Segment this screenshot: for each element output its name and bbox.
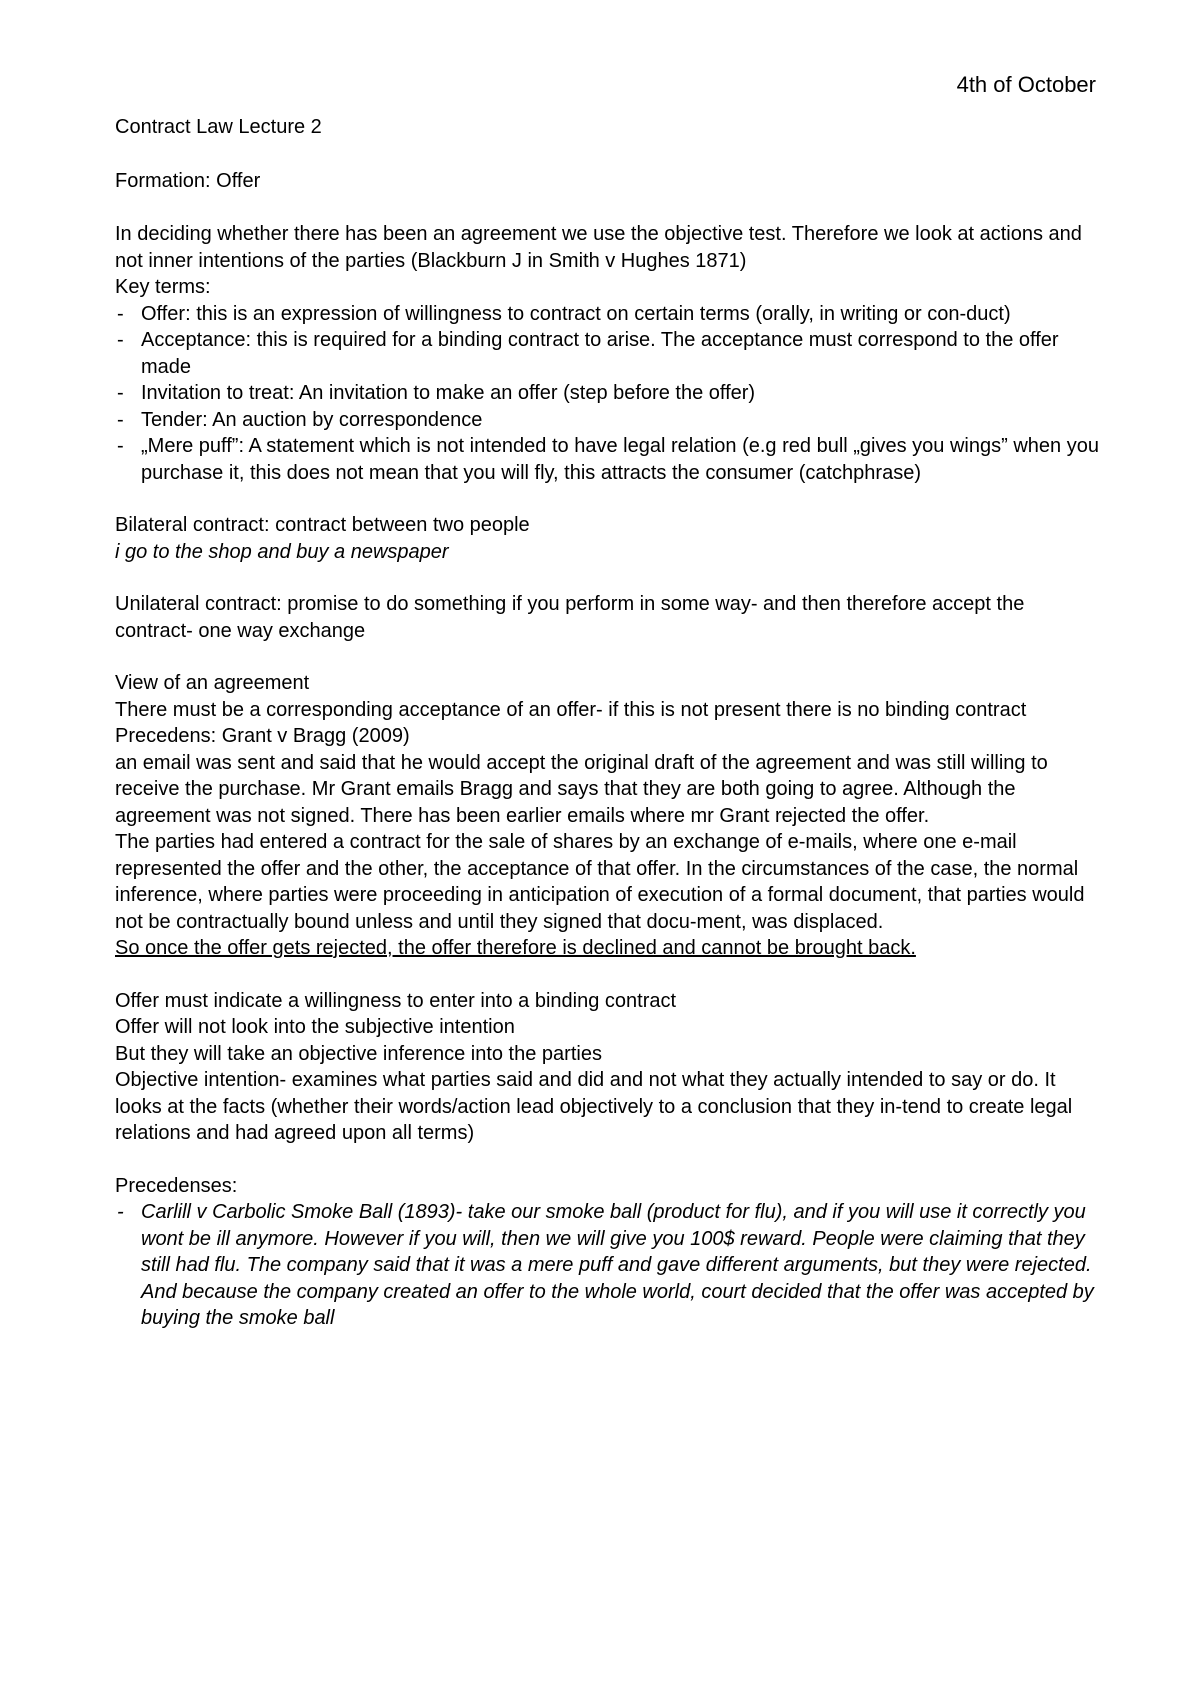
key-term-mere-puff: - „Mere puff”: A statement which is not intended to have legal relation (e.g red bull „gives you wings” when you purchase it, this does not mean that you will fly, this attracts the consumer (catchphrase)	[115, 433, 1100, 486]
agreement-rule: There must be a corresponding acceptance of an offer- if this is not present there is no binding contract	[115, 698, 1027, 721]
offer-note-subjective: Offer will not look into the subjective intention	[115, 1016, 515, 1038]
key-term-tender: - Tender: An auction by correspondence	[115, 407, 1100, 434]
key-terms-list	[115, 301, 1100, 487]
lecture-notes	[115, 70, 1100, 1332]
intro-paragraph: In deciding whether there has been an agreement we use the objective test. Therefore we look at actions and not inner intentions of the parties (Blackburn J in Smith v Hughes 1871)	[115, 223, 1082, 272]
document-title: Contract Law Lecture 2	[115, 116, 322, 138]
offer-note-willingness: Offer must indicate a willingness to enter into a binding contract	[115, 989, 677, 1012]
lecture-date: 4th of October	[956, 72, 1096, 97]
key-term-invitation-to-treat: - Invitation to treat: An invitation to make an offer (step before the offer)	[115, 380, 1100, 407]
precedent-holding: The parties had entered a contract for the sale of shares by an exchange of e-mails, where one e-mail represented the offer and the other, the acceptance of that offer. In the circumstances of the case, the normal inference, where parties were proceeding in anticipation of execution of a formal document, that parties would not be contractually bound unless and until they signed that docu-ment, was displaced.	[115, 831, 1085, 933]
precedent-label: Precedens: Grant v Bragg (2009)	[115, 725, 410, 747]
key-term-acceptance: - Acceptance: this is required for a binding contract to arise. The acceptance must correspond to the offer made	[115, 327, 1100, 380]
key-term-offer: - Offer: this is an expression of willingness to contract on certain terms (orally, in writing or con-duct)	[115, 301, 1100, 328]
unilateral-definition: Unilateral contract: promise to do something if you perform in some way- and then therefore accept the contract- one way exchange	[115, 593, 1025, 642]
precedent-facts: an email was sent and said that he would accept the original draft of the agreement and was still willing to receive the purchase. Mr Grant emails Bragg and says that they are both going to agree. Although the agreement was not signed. There has been earlier emails where mr Grant rejected the offer.	[115, 751, 1048, 827]
key-terms-heading: Key terms:	[115, 276, 211, 298]
precedents-heading: Precedenses:	[115, 1174, 238, 1197]
precedents-list	[115, 1199, 1100, 1332]
bilateral-example: i go to the shop and buy a newspaper	[115, 540, 449, 563]
agreement-heading: View of an agreement	[115, 672, 310, 694]
precedent-conclusion: So once the offer gets rejected, the offer therefore is declined and cannot be brought back.	[115, 937, 916, 959]
offer-note-objective-inference: But they will take an objective inference into the parties	[115, 1042, 602, 1065]
offer-note-objective-intention: Objective intention- examines what parties said and did and not what they actually intended to say or do. It looks at the facts (whether their words/action lead objectively to a conclusion that they in-tend to create legal relations and had agreed upon all terms)	[115, 1069, 1073, 1144]
section-title-formation: Formation: Offer	[115, 169, 261, 192]
precedent-carlill: - Carlill v Carbolic Smoke Ball (1893)- take our smoke ball (product for flu), and if you will use it correctly you wont be ill anymore. However if you will, then we will give you 100$ reward. People were claiming that they still had flu. The company said that it was a mere puff and gave different arguments, but they were rejected. And because the company created an offer to the whole world, court decided that the offer was accepted by buying the smoke ball	[115, 1199, 1100, 1332]
bilateral-definition: Bilateral contract: contract between two people	[115, 514, 530, 536]
